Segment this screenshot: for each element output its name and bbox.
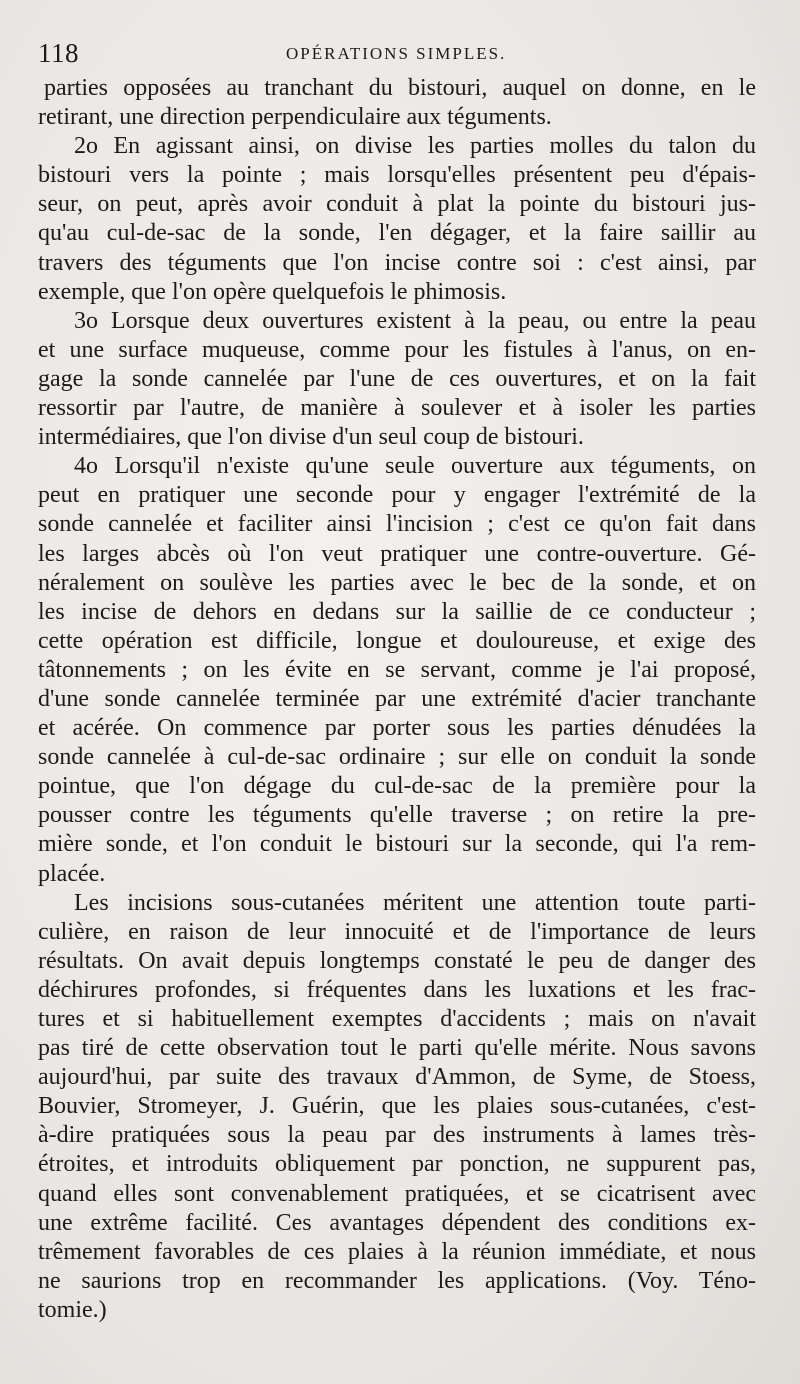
running-title: OPÉRATIONS SIMPLES. bbox=[286, 44, 507, 63]
text-line: intermédiaires, que l'on divise d'un seul coup de bistouri. bbox=[38, 424, 584, 451]
text-line: bistouri vers la pointe ; mais lorsqu'elles présentent peu d'épais- bbox=[38, 162, 756, 189]
text-line: Les incisions sous-cutanées méritent une attention toute parti- bbox=[74, 889, 756, 916]
text-line: culière, en raison de leur innocuité et de l'importance de leurs bbox=[38, 918, 756, 945]
text-line: exemple, que l'on opère quelquefois le phimosis. bbox=[38, 278, 507, 305]
text-line: tomie.) bbox=[38, 1296, 107, 1323]
page-header bbox=[38, 38, 738, 72]
text-line: et acérée. On commence par porter sous les parties dénudées la bbox=[38, 715, 756, 742]
text-line: pointue, que l'on dégage du cul-de-sac de la première pour la bbox=[38, 773, 756, 800]
text-line: cette opération est difficile, longue et douloureuse, et exige des bbox=[38, 627, 756, 654]
text-line: pas tiré de cette observation tout le parti qu'elle mérite. Nous savons bbox=[38, 1035, 756, 1062]
text-line: ne saurions trop en recommander les applications. (Voy. Téno- bbox=[38, 1267, 756, 1294]
text-line: tures et si habituellement exemptes d'accidents ; mais on n'avait bbox=[38, 1006, 756, 1032]
text-line: travers des téguments que l'on incise contre soi : c'est ainsi, par bbox=[38, 249, 756, 276]
text-line: peut en pratiquer une seconde pour y engager l'extrémité de la bbox=[38, 482, 756, 509]
page-number: 118 bbox=[38, 38, 79, 68]
text-line: ressortir par l'autre, de manière à soulever et à isoler les parties bbox=[38, 395, 756, 422]
text-line: 4o Lorsqu'il n'existe qu'une seule ouverture aux téguments, on bbox=[74, 453, 756, 480]
text-line: aujourd'hui, par suite des travaux d'Ammon, de Syme, de Stoess, bbox=[38, 1064, 756, 1091]
text-line: retirant, une direction perpendiculaire aux téguments. bbox=[38, 104, 552, 131]
text-line: à-dire pratiquées sous la peau par des instruments à lames très- bbox=[38, 1122, 756, 1149]
text-line: déchirures profondes, si fréquentes dans les luxations et les frac- bbox=[38, 976, 756, 1003]
text-line: les larges abcès où l'on veut pratiquer une contre-ouverture. Gé- bbox=[38, 540, 756, 567]
text-line: néralement on soulève les parties avec le bec de la sonde, et on bbox=[38, 569, 756, 596]
text-line: tâtonnements ; on les évite en se servant, comme je l'ai proposé, bbox=[38, 656, 756, 683]
text-line: trêmement favorables de ces plaies à la réunion immédiate, et nous bbox=[38, 1238, 756, 1265]
text-line: pousser contre les téguments qu'elle traverse ; on retire la pre- bbox=[38, 802, 756, 829]
text-line: sonde cannelée à cul-de-sac ordinaire ; sur elle on conduit la sonde bbox=[38, 744, 756, 771]
text-line: et une surface muqueuse, comme pour les fistules à l'anus, on en- bbox=[38, 336, 756, 363]
text-line: placée. bbox=[38, 860, 106, 887]
text-line: étroites, et introduits obliquement par ponction, ne suppurent pas, bbox=[38, 1151, 756, 1178]
text-line: sonde cannelée et faciliter ainsi l'incision ; c'est ce qu'on fait dans bbox=[38, 511, 756, 538]
text-line: 2o En agissant ainsi, on divise les parties molles du talon du bbox=[74, 133, 756, 160]
text-line: une extrême facilité. Ces avantages dépendent des conditions ex- bbox=[38, 1209, 756, 1236]
text-line: mière sonde, et l'on conduit le bistouri sur la seconde, qui l'a rem- bbox=[38, 831, 756, 858]
text-line: quand elles sont convenablement pratiquées, et se cicatrisent avec bbox=[38, 1180, 756, 1207]
text-line: résultats. On avait depuis longtemps constaté le peu de danger des bbox=[38, 947, 756, 974]
text-line: seur, on peut, après avoir conduit à plat la pointe du bistouri jus- bbox=[38, 191, 756, 218]
text-line: parties opposées au tranchant du bistouri, auquel on donne, en le bbox=[44, 75, 756, 101]
text-line: gage la sonde cannelée par l'une de ces ouvertures, et on la fait bbox=[38, 365, 756, 392]
text-line: 3o Lorsque deux ouvertures existent à la peau, ou entre la peau bbox=[74, 307, 756, 334]
text-line: qu'au cul-de-sac de la sonde, l'en dégager, et la faire saillir au bbox=[38, 220, 756, 247]
text-line: d'une sonde cannelée terminée par une extrémité d'acier tranchante bbox=[38, 685, 756, 712]
text-line: Bouvier, Stromeyer, J. Guérin, que les plaies sous-cutanées, c'est- bbox=[38, 1093, 756, 1120]
text-line: les incise de dehors en dedans sur la saillie de ce conducteur ; bbox=[38, 598, 756, 625]
body-text bbox=[38, 74, 756, 1325]
